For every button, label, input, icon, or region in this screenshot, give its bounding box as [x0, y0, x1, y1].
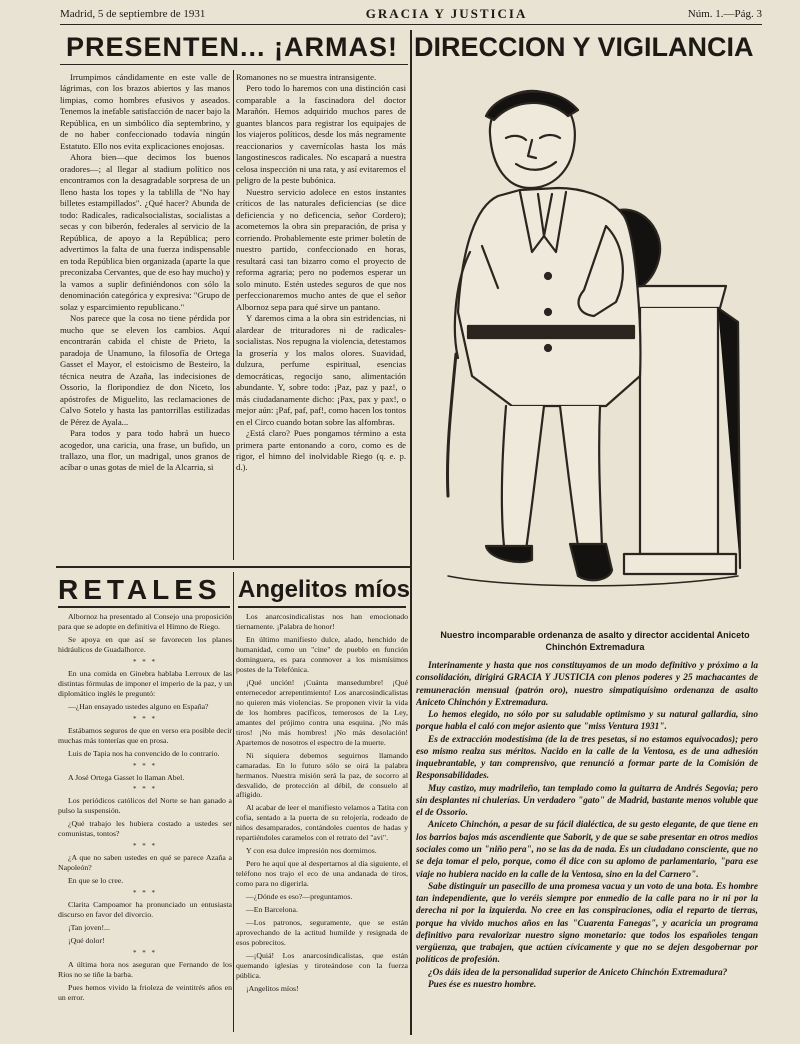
separator: * * *	[133, 657, 157, 666]
paragraph: ¿Está claro? Pues pongamos término a esta primera parte entonando a coro, como es de rigor, el himno del inolvidable Riego (q. e. p. d.).	[236, 428, 406, 473]
paragraph: ¿A que no saben ustedes en qué se parece Azaña a Napoleón?	[58, 853, 232, 873]
article-presenten-col1	[60, 72, 230, 562]
separator: * * *	[133, 761, 157, 770]
header-page-number: Núm. 1.—Pág. 3	[687, 8, 762, 20]
paragraph: Pues ése es nuestro hombre.	[428, 979, 537, 990]
separator: * * *	[133, 842, 157, 851]
short-column-divider	[233, 572, 234, 1032]
paragraph: Pues hemos vivido la frioleza de veintitrés años en un error.	[58, 982, 232, 1002]
paragraph: Romanones no se muestra intransigente.	[236, 72, 377, 82]
paragraph: Pero todo lo haremos con una distinción casi comparable a la fascinadora del doctor Marañón. Hemos adquirido muchos pares de guantes blancos para registrar los equipajes de los viajeros políticos, desde los más negramente reaccionarios y cavernícolas hasta los más langostinescos radicales. No escapará a nuestra celosa inspección ni una rata, y así evitaremos el peligro de la peste bubónica.	[236, 83, 406, 186]
paragraph: —¿Han ensayado ustedes alguno en España?	[68, 701, 209, 711]
paragraph: Muy castizo, muy madrileño, tan templado como la guitarra de Andrés Segovia; pero sin desplantes ni chulerías. Un verdadero "gato" de Madrid, bastante menos voluble que el de Ossorio.	[416, 783, 758, 819]
paragraph: Nos parece que la cosa no tiene pérdida por mucho que se eleven los cambios. Aquí encontrarán cabida el chiste de Prieto, la paradoja de Unamuno, la filosofía de Ortega Gasset el Mayor, el estoicismo de Besteiro, la técnica neutra de Azaña, las indecisiones de Ossorio, la floripondiez de don Niceto, los apóstrofes de Miguelito, las reclamaciones de Calvo Sotelo y hasta las pantorrillas estilizadas de Pérez de Ayala...	[60, 313, 230, 427]
paragraph: Los periódicos católicos del Norte se han ganado a pulso la suspensión.	[58, 796, 232, 816]
separator: * * *	[133, 889, 157, 898]
paragraph: Lo hemos elegido, no sólo por su saludable optimismo y su natural gallardía, sino porque habla el caló con mejor asiento que "miss Ventura 1931".	[416, 710, 758, 733]
article-presenten-col2	[236, 72, 406, 562]
paragraph: Ni siquiera debemos seguirnos llamando camaradas. En lo futuro sólo se oirá la palabra hermanos. Nuestra misión será la paz, de socorro al desvalido, de protección al débil, de consuelo al afligido.	[236, 750, 408, 800]
separator: * * *	[133, 714, 157, 723]
paragraph: En que se lo cree.	[68, 876, 124, 886]
paragraph: Irrumpimos cándidamente en este valle de lágrimas, con los brazos abiertos y las manos limpias, como hombres efusivos y aseados. Tenemos la inefable satisfacción de nacer bajo la República, en un simbólico día septembrino, y de no haber confeccionado todavía ningún Estatuto. Ello nos evita explicaciones enojosas.	[60, 72, 230, 151]
paragraph: ¡Qué dolor!	[68, 936, 105, 946]
separator: * * *	[133, 785, 157, 794]
paragraph: Estábamos seguros de que en verso era posible decir muchas más tonterías que en prosa.	[58, 725, 232, 745]
paragraph: —¿Dónde es eso?—preguntamos.	[246, 892, 353, 902]
paragraph: Albornoz ha presentado al Consejo una proposición para que se adopte en definitiva el Himno de Riego.	[58, 612, 232, 631]
paragraph: A José Ortega Gasset lo llaman Abel.	[68, 772, 185, 782]
paragraph: Los anarcosindicalistas nos han emocionado tiernamente. ¡Palabra de honor!	[236, 612, 408, 631]
masthead: GRACIA Y JUSTICIA	[365, 6, 528, 21]
paragraph: ¡Tan joven!...	[68, 923, 110, 933]
paragraph: ¡Angelitos míos!	[246, 983, 299, 993]
paragraph: Se apoya en que así se favorecen los planes hidráulicos de Guadalhorce.	[58, 634, 232, 654]
paragraph: En una comida en Ginebra hablaba Lerroux de las distintas fórmulas de imponer el imperio de la paz, y un diplomático inglés le preguntó:	[58, 668, 232, 698]
headline-retales: RETALES	[58, 574, 222, 605]
paragraph: —Los patronos, seguramente, que se están aprovechando de la actitud humilde y resignada de esos pobrecitos.	[236, 918, 408, 948]
paragraph: En último manifiesto dulce, alado, henchido de humanidad, como un "cine" de pueblo en función dominguera, es para conmover a los mismísimos postes de la Telefónica.	[236, 634, 408, 674]
paragraph: Sabe distinguir un pasecillo de una promesa vacua y un voto de una bota. Es hombre tan independiente, que lo veréis siempre por enmedio de la calle para no ir ni por la derecha ni por la izquierda. No cree en las conspiraciones, odia el reparto de tierras, porque ha vivido muchos años en las "Cuarenta Fanegas", y acaricia un programa definitivo para revalorizar nuestro signo monetario: que todos los españoles tengan vergüenza, que trabajen, que actúen cívicamente y que no se dejen desgobernar por políticos de profesión.	[416, 881, 758, 966]
article-retales	[58, 612, 232, 1032]
paragraph: —¡Quiá! Los anarcosindicalistas, que están quemando iglesias y tiroteándose con la fuerza pública.	[236, 951, 408, 980]
paragraph: ¿Os dáis idea de la personalidad superior de Aniceto Chinchón Extremadura?	[428, 967, 728, 978]
paragraph: Es de extracción modestísima (de la de tres pesetas, si no estamos equivocados); pero eso mismo realza sus méritos. Nacido en la calle de la Ventosa, es de una adhesión inquebrantable, y tan comprensivo, que renunció a formar parte de la Comisión de Responsabilidades.	[416, 734, 758, 782]
paragraph: Interinamente y hasta que nos constituyamos de un modo definitivo y próximo a la consolidación, dirigirá GRACIA Y JUSTICIA con plenos poderes y 25 machacantes de remuneración mensual (patrón oro), nuestro simpatiquísimo ordenanza de asalto Aniceto Chinchón y Extremadura.	[416, 661, 758, 708]
paragraph: ¿Qué trabajo les hubiera costado a ustedes ser comunistas, tontos?	[58, 819, 232, 839]
article-divider-vertical	[233, 70, 234, 560]
column-divider-vertical	[410, 30, 412, 1035]
cartoon-caption: Nuestro incomparable ordenanza de asalto y director accidental Aniceto Chinchón Extremadura	[440, 630, 750, 652]
cartoon-illustration	[428, 76, 758, 616]
article-direccion	[416, 660, 758, 1040]
header-date: Madrid, 5 de septiembre de 1931	[60, 8, 206, 20]
paragraph: Y con esa dulce impresión nos dormimos.	[246, 846, 377, 856]
article-angelitos	[236, 612, 408, 1032]
separator: * * *	[133, 949, 157, 957]
paragraph: ¡Qué unción! ¡Cuánta mansedumbre! ¡Qué enternecedor arrepentimiento! Los anarcosindicalistas no quieren más violencias. Se proponen vivir la vida de los hombres pacíficos, temerosos de la Ley, amantes del prójimo contra una esquina. ¡No más tiros! ¡No más hombres! ¡No más desolación! Apartemos de nosotros el espectro de la muerte.	[236, 677, 408, 747]
retales-underline	[58, 606, 230, 608]
headline-presenten: PRESENTEN... ¡ARMAS!	[66, 32, 399, 62]
paragraph: Al acabar de leer el manifiesto velamos a Tatita con cofia, sentado a la puerta de su relojería, rodeado de niños desamparados, contándoles cuentos de hadas y repartiéndoles caramelos con el retrato del "avi".	[236, 803, 408, 843]
headline-angelitos: Angelitos míos	[238, 576, 411, 603]
paragraph: Y daremos cima a la obra sin estridencias, ni alardear de trituradores ni de radicales-socialistas. Nos repugna la violencia, detestamos la grosería y los malos olores. Suavidad, dulzura, perfume espiritual, esencias democráticas, regocijo sano, alimentación abundante. Y, sobre todo: ¡Paz, paz y paz!, o más ciudadanamente dicho: ¡Pax, pax y pax!, o mejor aún: ¡Paf, paf, paf!, como hacen los tontos en el Circo cuando botan sobre las alfombras.	[236, 313, 406, 427]
paragraph: A última hora nos aseguran que Fernando de los Ríos no se tiñe la barba.	[58, 959, 232, 979]
paragraph: Pero he aquí que al despertarnos al día siguiente, el teléfono nos trajo el eco de una andanada de tiros, como para no digerirla.	[236, 859, 408, 889]
angelitos-underline	[238, 606, 406, 608]
paragraph: Para todos y para todo habrá un hueco acogedor, una caricia, una frase, un bufido, un trallazo, una flor, un madrigal, unos granos de acíbar o unas gotas de miel de la Alcarria, si	[60, 428, 230, 473]
page-header	[60, 4, 762, 25]
paragraph: Luis de Tapia nos ha convencido de lo contrario.	[68, 748, 220, 758]
paragraph: Aniceto Chinchón, a pesar de su fácil dialéctica, de su gesto elegante, de que tiene en los barrios bajos más ascendiente que Saborit, y de que se sabe presentar en otros medios sociales como un "niño pera", no se las da de nada. Es un ciudadano consciente, que no se deja tomar el pelo, porque, como él dice con su aplomo de parlamentario, "para ese viaje no hubiera nacido en la calle de la Ventosa, sino en la del Carnero".	[416, 820, 758, 880]
paragraph: —En Barcelona.	[246, 905, 298, 915]
paragraph: Nuestro servicio adolece en estos instantes críticos de las naturales deficiencias (se dice deficiencia y no deficencia, señor Cordero); acometemos la obra sin preparación, de prisa y corriendo. Probablemente este primer boletín de nuestro partido, confeccionado en horas, resultará casi tan bizarro como el proyecto de reforma agraria; pero no podemos esperar un solo minuto. Estén ustedes seguros de que nos perfeccionaremos mucho antes de que el señor Albornoz sepa para qué sirve un pantano.	[236, 186, 406, 312]
section-divider-horizontal	[56, 566, 410, 568]
paragraph: Clarita Campoamor ha pronunciado un entusiasta discurso en favor del divorcio.	[58, 900, 232, 920]
headline-underline	[60, 64, 408, 65]
headline-direccion: DIRECCION Y VIGILANCIA	[414, 32, 754, 62]
paragraph: Ahora bien—que decimos los buenos oradores—; al llegar al stadium político nos encontramos con la desagradable sorpresa de un lleno hasta los topes y la tablilla de "No hay billetes estampillados". ¿Qué hacer? Abunda de todo: Radicales, radicalsocialistas, socialistas a secas y con biberón, federales al servicio de la República, de apoyo a la República; pero advertimos la falta de una fuerza indispensable en toda República bien organizada (aparte la que preconizaba Cervantes, que de eso hay mucho) y la vamos a suplir definiéndonos con sólo la denominación categórica y expresiva: "Grupo de solaz y esparcimiento republicano."	[60, 152, 230, 312]
